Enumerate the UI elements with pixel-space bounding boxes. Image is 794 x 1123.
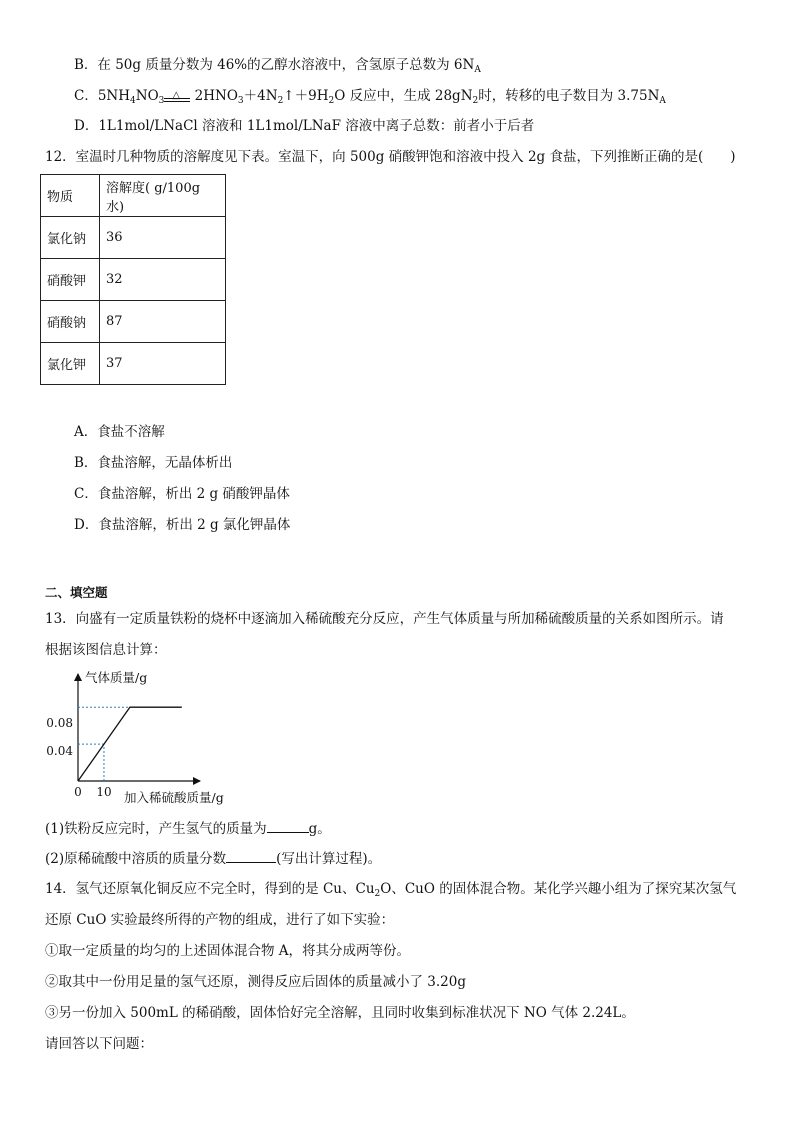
y-tick-label: 0.04 [46,744,73,758]
q11-option-d: D．1L1mol/LNaCl 溶液和 1L1mol/LNaF 溶液中离子总数：前者小于后者 [74,118,535,134]
y-axis-label: 气体质量/g [85,670,148,685]
solubility-table [40,174,226,385]
q14-step2: ②取其中一份用足量的氢气还原，测得反应后固体的质量减小了 3.20g [45,974,466,990]
q13-sub2: (2)原稀硫酸中溶质的质量分数 (写出计算过程)。 [45,848,381,869]
table-cell: 32 [100,259,226,301]
series-line [78,707,182,781]
table-row [41,343,226,385]
q11-option-b: B．在 50g 质量分数为 46%的乙醇水溶液中，含氢原子总数为 $6N_A$ [74,57,481,75]
q13-sub1: (1)铁粉反应完时，产生氢气的质量为 g。 [45,818,331,839]
q14-stem-line2: 还原 CuO 实验最终所得的产物的组成，进行了如下实验： [45,912,395,928]
x-axis-label: 加入稀硫酸质量/g [124,790,224,805]
table-cell: 硝酸钾 [41,259,100,301]
x-tick-label: 10 [96,785,112,799]
q12-option-a: A．食盐不溶解 [74,424,165,440]
table-header-row [41,175,226,217]
table-row [41,301,226,343]
q12-option-b: B．食盐溶解，无晶体析出 [74,455,233,471]
table-cell: 硝酸钠 [41,301,100,343]
table-cell: 36 [100,217,226,259]
table-row [41,217,226,259]
q14-step1: ①取一定质量的均匀的上述固体混合物 A，将其分成两等份。 [45,943,411,959]
answer-blank[interactable] [267,818,309,833]
table-cell: 氯化钾 [41,343,100,385]
answer-blank[interactable] [226,848,276,863]
q13-stem-line1: 13．向盛有一定质量铁粉的烧杯中逐滴加入稀硫酸充分反应，产生气体质量与所加稀硫酸质量的关系如图所示。请 [45,611,724,627]
q12-option-c: C．食盐溶解，析出 2 g 硝酸钾晶体 [74,486,290,502]
q13-stem-line2: 根据该图信息计算： [45,642,167,658]
q14-ask: 请回答以下问题： [45,1036,153,1052]
table-header-cell: 物质 [41,175,100,217]
gas-mass-chart [40,662,260,812]
q12-stem: 12．室温时几种物质的溶解度见下表。室温下，向 500g 硝酸钾饱和溶液中投入 2g 食盐，下列推断正确的是( ) [45,149,736,165]
q11-option-c: C．$5NH_4NO_3$ △ $2HNO_3+4N_2↑+9H_2O$ 反应中，生成 $28gN_2$时，转移的电子数目为 $3.75N_A$ [74,88,666,106]
table-cell: 氯化钠 [41,217,100,259]
heating-reaction-sign: △ [164,90,190,104]
q12-option-d: D．食盐溶解，析出 2 g 氯化钾晶体 [74,517,291,533]
q14-step3: ③另一份加入 500mL 的稀硝酸，固体恰好完全溶解，且同时收集到标准状况下 NO 气体 2.24L。 [45,1005,635,1021]
table-row [41,259,226,301]
x-tick-label: 0 [74,785,82,799]
y-tick-label: 0.08 [46,716,73,730]
section-heading-fill-in: 二、填空题 [45,585,108,600]
table-cell: 37 [100,343,226,385]
table-header-cell: 溶解度( g/100g 水) [100,175,226,217]
table-cell: 87 [100,301,226,343]
q14-stem-line1: 14．氢气还原氧化铜反应不完全时，得到的是 Cu、$Cu_2O$、CuO 的固体混合物。某化学兴趣小组为了探究某次氢气 [45,881,737,899]
